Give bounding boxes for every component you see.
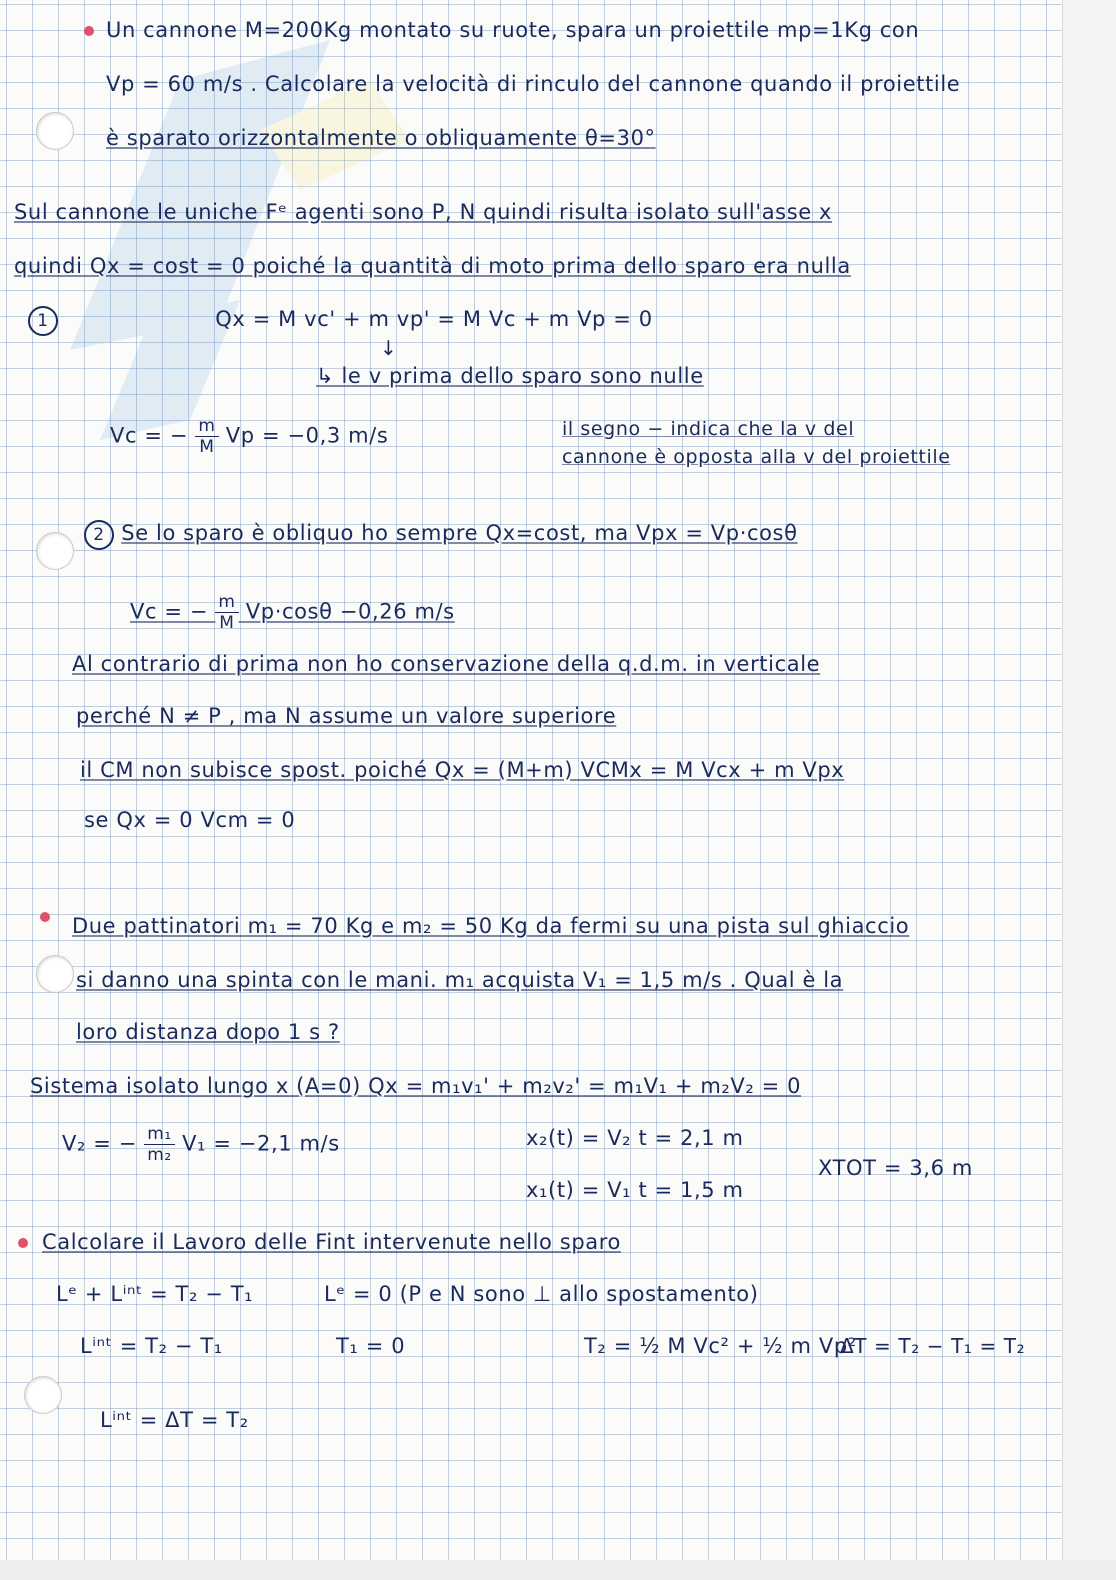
mass-ratio-fraction [195, 416, 218, 457]
problem2-text-line2: si danno una spinta con le mani. m₁ acquista V₁ = 1,5 m/s . Qual è la [76, 968, 844, 992]
problem2-text-line1: Due pattinatori m₁ = 70 Kg e m₂ = 50 Kg da fermi su una pista sul ghiaccio [72, 914, 910, 938]
mass-ratio-fraction [144, 1124, 175, 1165]
isolated-system-line: Sistema isolato lungo x (A=0) Qx = m₁v₁' + m₂v₂' = m₁V₁ + m₂V₂ = 0 [30, 1074, 802, 1098]
fraction-denominator: M [199, 437, 215, 457]
vc-rhs: Vp·cosθ −0,26 m/s [245, 599, 455, 624]
watermark-logo [30, 20, 490, 540]
vertical-momentum-note: Al contrario di prima non ho conservazione della q.d.m. in verticale [72, 652, 821, 676]
kinetic-energy-change: ΔT = T₂ − T₁ = T₂ [840, 1334, 1026, 1358]
center-of-mass-note: il CM non subisce spost. poiché Qx = (M+m) VCMx = M Vcx + m Vpx [80, 758, 845, 782]
v2-lhs: V₂ = − [62, 1131, 137, 1156]
problem-bullet [40, 912, 50, 922]
problem-bullet [18, 1238, 28, 1248]
punch-hole [24, 1376, 62, 1414]
final-kinetic-energy: T₂ = ½ M Vc² + ½ m Vp² [584, 1334, 857, 1358]
sign-note-line1: il segno − indica che la v del [562, 418, 855, 440]
solution1-text-line2: quindi Qx = cost = 0 poiché la quantità di moto prima dello sparo era nulla [14, 254, 851, 278]
vc-lhs: Vc = − [130, 599, 209, 624]
skater1-position: x₁(t) = V₁ t = 1,5 m [526, 1178, 744, 1202]
oblique-recoil-equation [130, 592, 455, 633]
punch-hole [36, 112, 74, 150]
skater2-velocity-equation [62, 1124, 340, 1165]
punch-hole [36, 532, 74, 570]
punch-hole [36, 955, 74, 993]
vc-rhs: Vp = −0,3 m/s [225, 423, 389, 448]
mass-ratio-fraction [215, 592, 238, 633]
initial-velocity-note: ↳ le v prima dello sparo sono nulle [316, 364, 704, 388]
external-work-note: Lᵉ = 0 (P e N sono ⊥ allo spostamento) [324, 1282, 759, 1306]
momentum-equation: Qx = M vc' + m vp' = M Vc + m Vp = 0 [215, 307, 653, 331]
total-distance: XTOT = 3,6 m [818, 1156, 973, 1180]
problem2-text-line3: loro distanza dopo 1 s ? [76, 1020, 340, 1044]
initial-kinetic-energy: T₁ = 0 [336, 1334, 406, 1358]
v2-rhs: V₁ = −2,1 m/s [182, 1131, 340, 1156]
internal-work-result: Lⁱⁿᵗ = ΔT = T₂ [100, 1408, 249, 1432]
problem3-text: Calcolare il Lavoro delle Fint intervenute nello sparo [42, 1230, 621, 1254]
center-of-mass-conclusion: se Qx = 0 Vcm = 0 [84, 808, 296, 832]
scan-bottom-margin [0, 1560, 1116, 1580]
sign-note-line2: cannone è opposta alla v del proiettile [562, 446, 951, 468]
problem1-text-line2: Vp = 60 m/s . Calcolare la velocità di rinculo del cannone quando il proiettile [106, 72, 961, 96]
solution1-text-line1: Sul cannone le uniche Fᵉ agenti sono P, N quindi risulta isolato sull'asse x [14, 200, 833, 224]
oblique-case-text: Se lo sparo è obliquo ho sempre Qx=cost, ma Vpx = Vp·cosθ [121, 521, 798, 545]
normal-force-note: perché N ≠ P , ma N assume un valore superiore [76, 704, 617, 728]
internal-work-equation: Lⁱⁿᵗ = T₂ − T₁ [80, 1334, 223, 1358]
equation-number: 1 [28, 306, 58, 336]
case-number: 2 [84, 520, 114, 550]
fraction-denominator: m₂ [147, 1145, 172, 1165]
problem-bullet [84, 26, 94, 36]
fraction-numerator: m [195, 416, 218, 437]
equation-1-row [28, 306, 653, 336]
oblique-case-row [84, 520, 798, 550]
problem1-text-line3: è sparato orizzontalmente o obliquamente θ=30° [106, 126, 656, 150]
work-energy-theorem: Lᵉ + Lⁱⁿᵗ = T₂ − T₁ [56, 1282, 254, 1306]
fraction-denominator: M [219, 613, 235, 633]
fraction-numerator: m₁ [144, 1124, 175, 1145]
fraction-numerator: m [215, 592, 238, 613]
down-arrow-icon: ↓ [380, 336, 397, 360]
vc-lhs: Vc = − [110, 423, 189, 448]
skater2-position: x₂(t) = V₂ t = 2,1 m [526, 1126, 744, 1150]
problem1-text-line1: Un cannone M=200Kg montato su ruote, spara un proiettile mp=1Kg con [106, 18, 920, 42]
recoil-velocity-equation [110, 416, 388, 457]
